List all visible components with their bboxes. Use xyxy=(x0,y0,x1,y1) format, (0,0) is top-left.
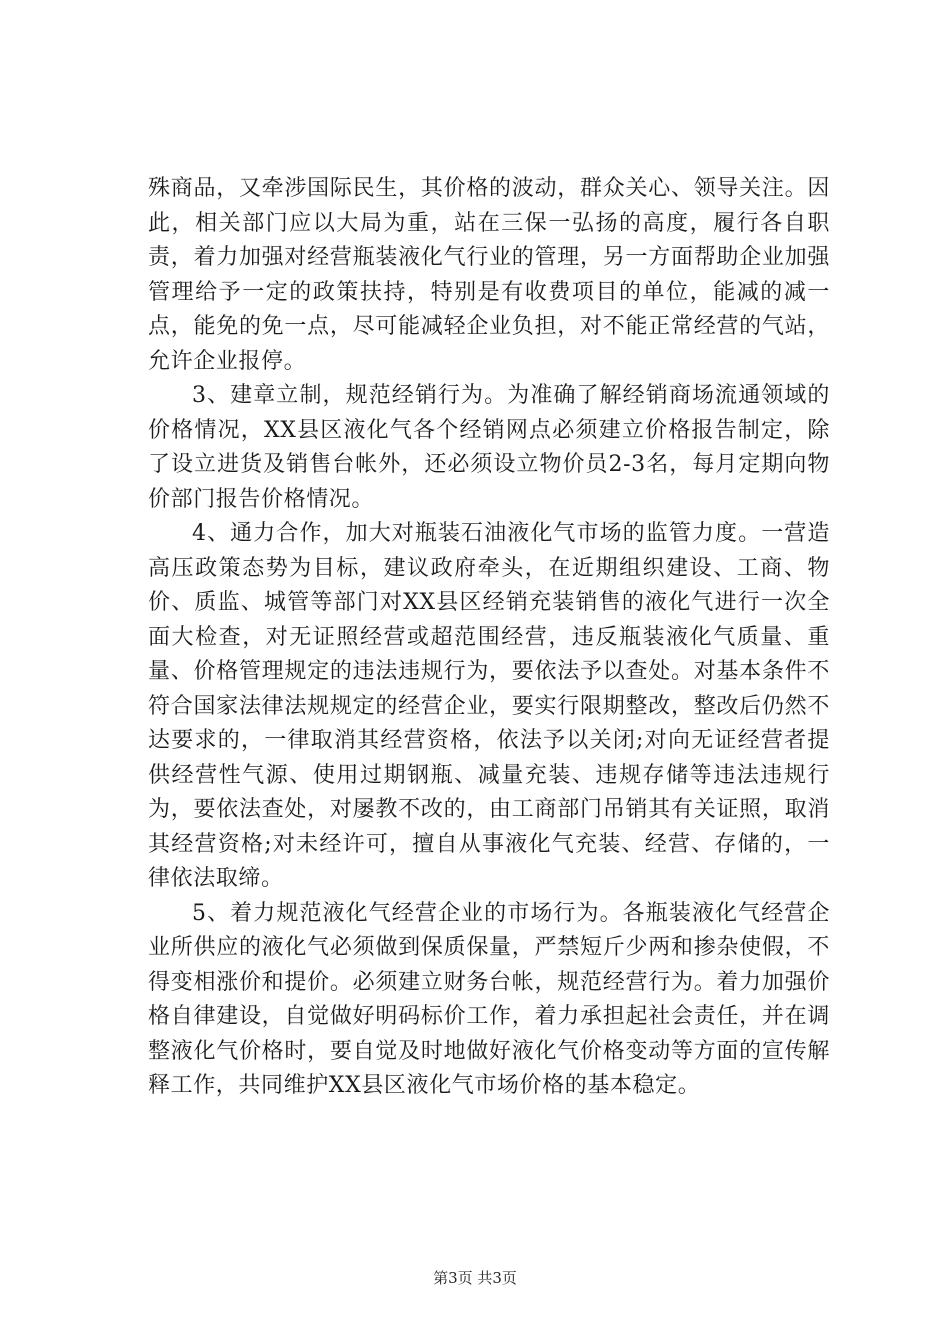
paragraph-item-3: 3、建章立制，规范经销行为。为准确了解经销商场流通领域的价格情况，XX县区液化气各个经销网点必须建立价格报告制定，除了设立进货及销售台帐外，还必须设立物价员2-3名，每月定期向物价部门报告价格情况。 xyxy=(148,383,830,512)
paragraph-item-5: 5、着力规范液化气经营企业的市场行为。各瓶装液化气经营企业所供应的液化气必须做到保质保量，严禁短斤少两和掺杂使假，不得变相涨价和提价。必须建立财务台帐，规范经营行为。着力加强价格自律建设，自觉做好明码标价工作，着力承担起社会责任，并在调整液化气价格时，要自觉及时地做好液化气价格变动等方面的宣传解释工作，共同维护XX县区液化气市场价格的基本稳定。 xyxy=(148,900,830,1098)
paragraph-continuation: 殊商品，又牵涉国际民生，其价格的波动，群众关心、领导关注。因此，相关部门应以大局为重，站在三保一弘扬的高度，履行各自职责，着力加强对经营瓶装液化气行业的管理，另一方面帮助企业加强管理给予一定的政策扶持，特别是有收费项目的单位，能减的减一点，能免的免一点，尽可能减轻企业负担，对不能正常经营的气站，允许企业报停。 xyxy=(148,176,830,374)
document-body xyxy=(148,172,830,1104)
paragraph-item-4: 4、通力合作，加大对瓶装石油液化气市场的监管力度。一营造高压政策态势为目标，建议政府牵头，在近期组织建设、工商、物价、质监、城管等部门对XX县区经销充装销售的液化气进行一次全面大检查，对无证照经营或超范围经营，违反瓶装液化气质量、重量、价格管理规定的违法违规行为，要依法予以查处。对基本条件不符合国家法律法规规定的经营企业，要实行限期整改，整改后仍然不达要求的，一律取消其经营资格，依法予以关闭;对向无证经营者提供经营性气源、使用过期钢瓶、减量充装、违规存储等违法违规行为，要依法查处，对屡教不改的，由工商部门吊销其有关证照，取消其经营资格;对未经许可，擅自从事液化气充装、经营、存储的，一律依法取缔。 xyxy=(148,521,830,891)
page-number-footer: 第3页 共3页 xyxy=(433,1269,517,1287)
